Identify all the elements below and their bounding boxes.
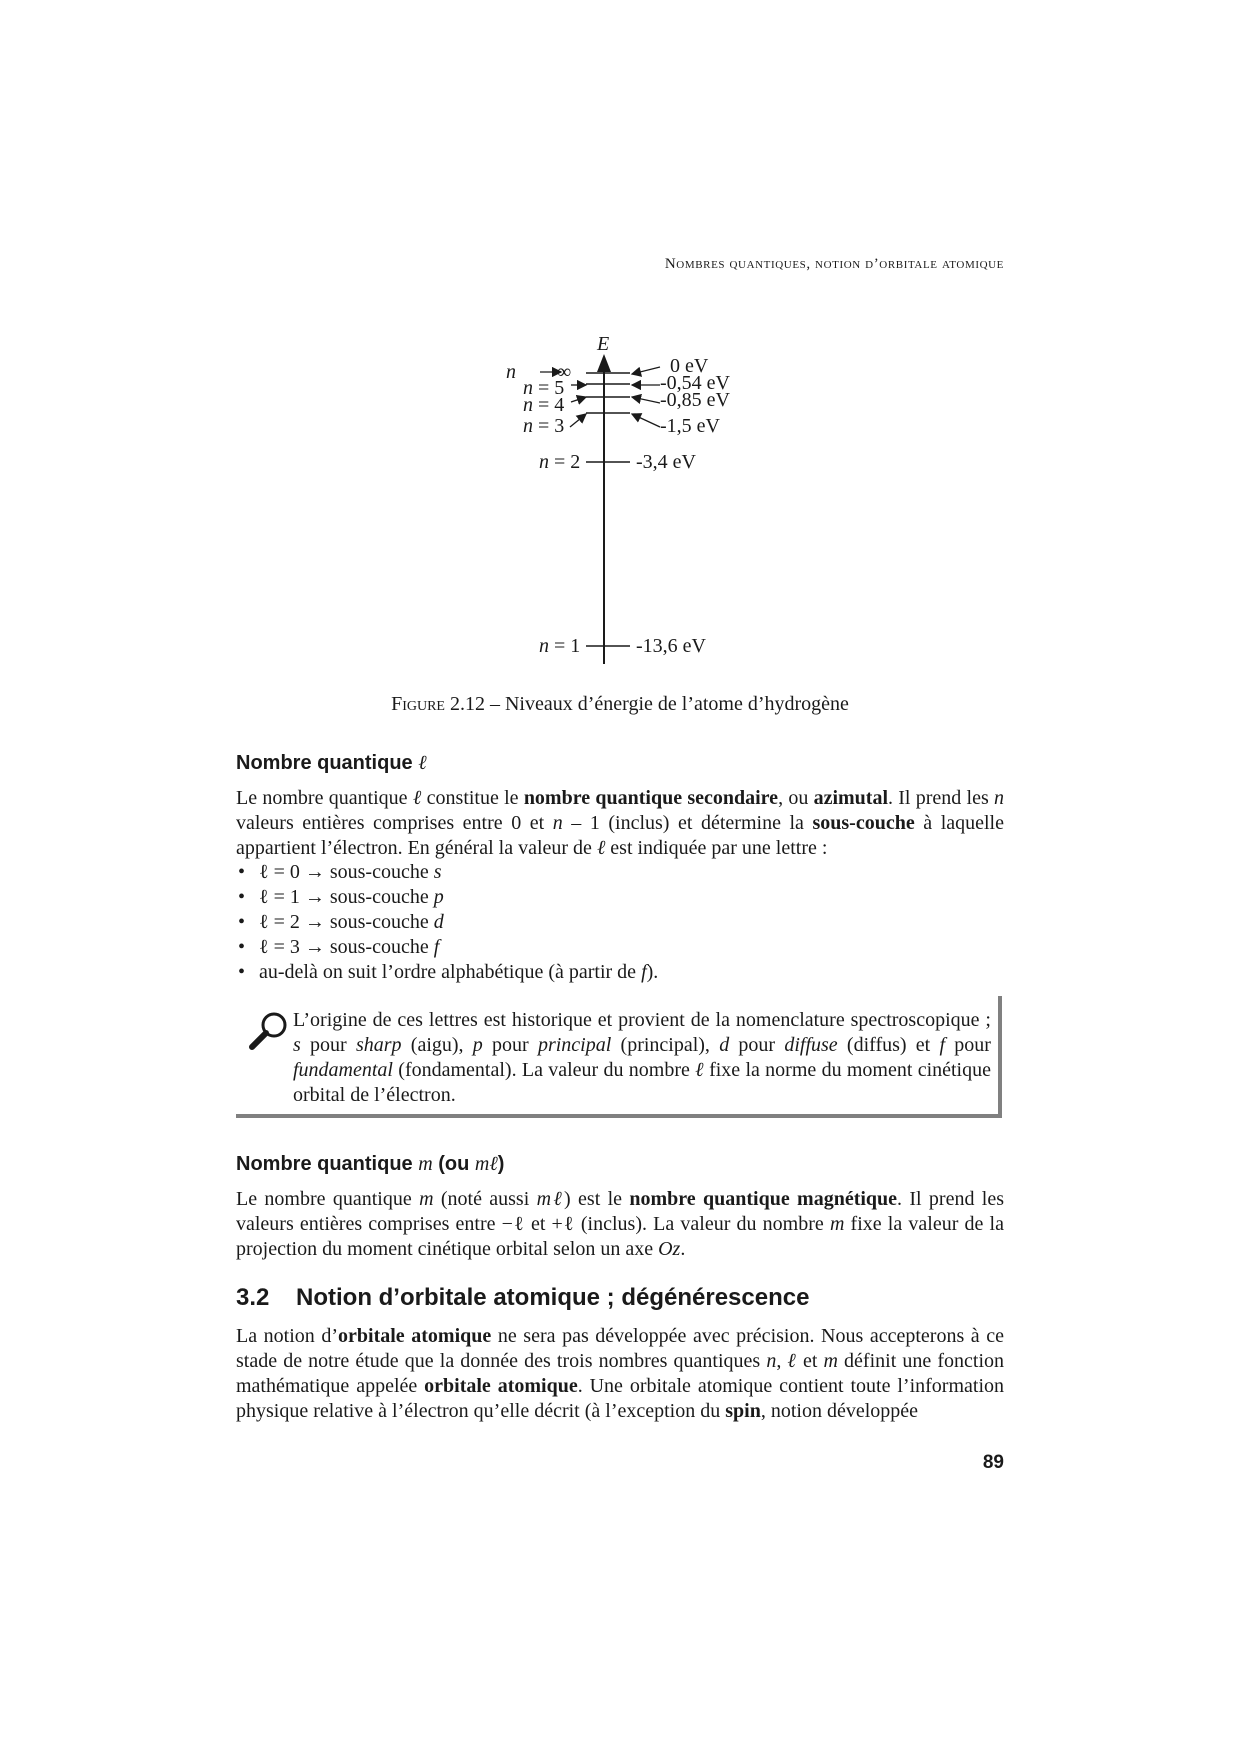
level-label-3: n = 3 xyxy=(523,415,565,437)
level-label-1: n = 1 xyxy=(539,635,581,657)
level-label-inf: n ∞ xyxy=(506,361,572,383)
axis-label: E xyxy=(597,333,610,355)
figure-caption xyxy=(236,693,1004,716)
level-label-4: n = 4 xyxy=(523,394,565,416)
level-label-5: n = 5 xyxy=(523,377,565,399)
list-item: • au-delà on suit l’ordre alphabétique (à partir de f). xyxy=(238,961,659,983)
paragraph-m: Le nombre quantique m (noté aussi mℓ) est le nombre quantique magnétique. Il prend les valeurs entières comprises entre −ℓ et +ℓ (inclus). La valeur du nombre m fixe la valeur de la projection du moment cinétique orbital selon un axe Oz. xyxy=(236,1188,1004,1260)
remark-text: L’origine de ces lettres est historique et provient de la nomenclature spectroscopique ; s pour sharp (aigu), p pour principal (principal), d pour diffuse (diffus) et f pour fundamental (fondamental). La valeur du nombre ℓ fixe la norme du moment cinétique orbital de l’électron. xyxy=(293,1009,991,1106)
page-number: 89 xyxy=(982,1452,1004,1473)
figure-caption-text: – Niveaux d’énergie de l’atome d’hydrogène xyxy=(484,693,849,715)
list-item: • ℓ = 3 → sous-couche f xyxy=(238,936,440,958)
energy-label-4: -0,85 eV xyxy=(660,389,730,411)
paragraph-l-intro: Le nombre quantique ℓ constitue le nombre quantique secondaire, ou azimutal. Il prend les n valeurs entières comprises entre 0 et n – 1 (inclus) et détermine la sous-couche à laquelle appartient l’électron. En général la valeur de ℓ est indiquée par une lettre : xyxy=(236,787,1004,859)
axis-arrowhead xyxy=(597,354,611,372)
heading-quantum-number-l: Nombre quantique ℓ xyxy=(236,752,427,774)
energy-label-5: -0,54 eV xyxy=(660,372,730,394)
energy-label-3: -1,5 eV xyxy=(660,415,720,437)
heading-quantum-number-m: Nombre quantique m (ou mℓ) xyxy=(236,1153,505,1175)
list-item: • ℓ = 0 → sous-couche s xyxy=(238,861,442,883)
running-head: Nombres quantiques, notion d’orbitale atomique xyxy=(664,256,1004,272)
magnifier-icon xyxy=(247,1010,291,1054)
energy-label-0: 0 eV xyxy=(670,355,709,377)
list-item: • ℓ = 1 → sous-couche p xyxy=(238,886,444,908)
energy-label-2: -3,4 eV xyxy=(636,451,696,473)
paragraph-orbital: La notion d’orbitale atomique ne sera pas développée avec précision. Nous accepterons à ce stade de notre étude que la donnée des trois nombres quantiques n, ℓ et m définit une fonction mathématique appelée orbitale atomique. Une orbitale atomique contient toute l’information physique relative à l’électron qu’elle décrit (à l’exception du spin, notion développée xyxy=(236,1325,1005,1422)
level-label-2: n = 2 xyxy=(539,451,581,473)
energy-level-diagram xyxy=(0,0,1240,700)
list-item: • ℓ = 2 → sous-couche d xyxy=(238,911,444,933)
sublayer-list xyxy=(236,860,1004,985)
energy-label-1: -13,6 eV xyxy=(636,635,706,657)
section-heading-3-2: 3.2 Notion d’orbitale atomique ; dégénérescence xyxy=(236,1284,810,1311)
figure-label: Figure 2.12 xyxy=(391,693,485,715)
